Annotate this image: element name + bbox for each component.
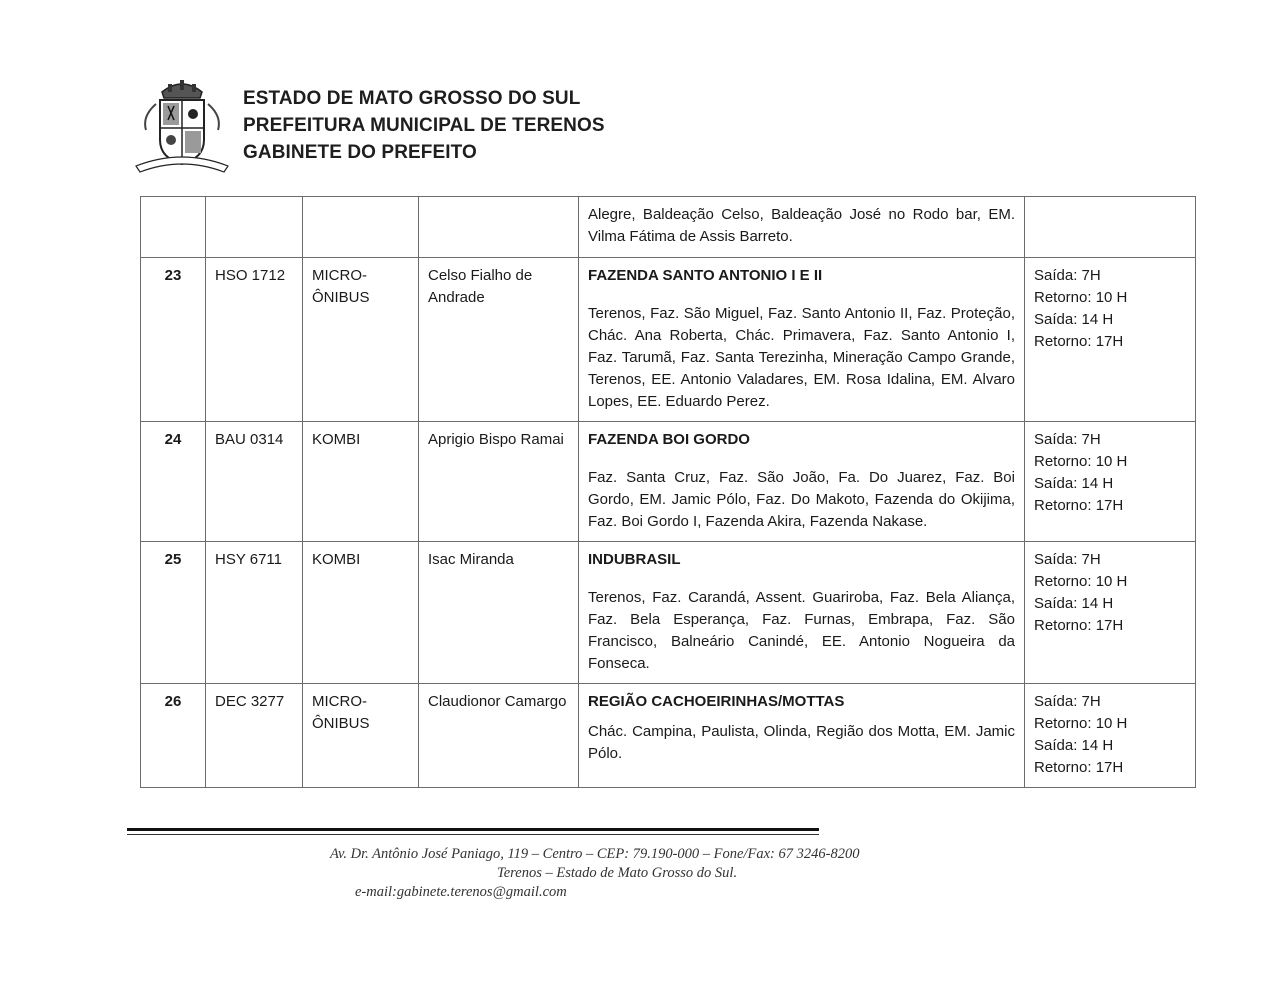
route-description: Terenos, Faz. Carandá, Assent. Guariroba, Faz. Bela Aliança, Faz. Bela Esperança, Faz. Furnas, Embrapa, Faz. São Francisco, Balneário Canindé, EE. Antonio Nogueira da Fonseca. <box>588 589 1015 672</box>
table-row <box>141 542 1196 684</box>
route-cell <box>579 422 1025 542</box>
schedule-line: Retorno: 10 H <box>1034 573 1128 590</box>
schedule-line: Saída: 14 H <box>1034 737 1114 754</box>
route-continuation: Alegre, Baldeação Celso, Baldeação José no Rodo bar, EM. Vilma Fátima de Assis Barreto. <box>579 197 1025 258</box>
schedule-line: Saída: 7H <box>1034 431 1101 448</box>
schedule-line: Saída: 7H <box>1034 267 1101 284</box>
school-transport-table <box>140 196 1196 788</box>
footer-address: Av. Dr. Antônio José Paniago, 119 – Centro – CEP: 79.190-000 – Fone/Fax: 67 3246-8200 <box>330 846 860 862</box>
schedule-line: Saída: 14 H <box>1034 475 1114 492</box>
table-row <box>141 197 1196 258</box>
vehicle-type: MICRO-ÔNIBUS <box>303 684 419 788</box>
route-cell <box>579 542 1025 684</box>
footer-email: e-mail:gabinete.terenos@gmail.com <box>355 884 567 900</box>
schedule-line: Retorno: 17H <box>1034 759 1124 776</box>
footer-divider <box>127 828 819 831</box>
row-number: 24 <box>141 422 206 542</box>
vehicle-plate: BAU 0314 <box>206 422 303 542</box>
row-number: 26 <box>141 684 206 788</box>
route-title: FAZENDA BOI GORDO <box>588 431 750 448</box>
footer-city: Terenos – Estado de Mato Grosso do Sul. <box>497 865 738 881</box>
driver-name: Isac Miranda <box>419 542 579 684</box>
schedule-line: Saída: 7H <box>1034 551 1101 568</box>
schedule-line: Saída: 7H <box>1034 693 1101 710</box>
schedule-line: Retorno: 17H <box>1034 333 1124 350</box>
table-row <box>141 422 1196 542</box>
header-state: ESTADO DE MATO GROSSO DO SUL <box>243 88 581 109</box>
schedule-cell <box>1025 422 1196 542</box>
vehicle-plate: HSO 1712 <box>206 258 303 422</box>
table-row <box>141 258 1196 422</box>
schedule-line: Retorno: 10 H <box>1034 715 1128 732</box>
driver-name: Celso Fialho de Andrade <box>419 258 579 422</box>
header-prefecture: PREFEITURA MUNICIPAL DE TERENOS <box>243 115 605 136</box>
schedule-line: Saída: 14 H <box>1034 595 1114 612</box>
route-cell <box>579 258 1025 422</box>
row-number: 25 <box>141 542 206 684</box>
driver-name: Claudionor Camargo <box>419 684 579 788</box>
route-title: FAZENDA SANTO ANTONIO I E II <box>588 267 823 284</box>
schedule-cell <box>1025 542 1196 684</box>
schedule-cell <box>1025 684 1196 788</box>
route-title: INDUBRASIL <box>588 551 681 568</box>
route-description: Chác. Campina, Paulista, Olinda, Região dos Motta, EM. Jamic Pólo. <box>588 723 1015 762</box>
route-description: Terenos, Faz. São Miguel, Faz. Santo Antonio II, Faz. Proteção, Chác. Ana Roberta, Chác. Primavera, Faz. Santo Antonio I, Faz. Tarumã, Faz. Santa Terezinha, Mineração Campo Grande, Terenos, EE. Antonio Valadares, EM. Rosa Idalina, EM. Alvaro Lopes, EE. Eduardo Perez. <box>588 305 1015 410</box>
route-title: REGIÃO CACHOEIRINHAS/MOTTAS <box>588 693 845 710</box>
route-cell <box>579 684 1025 788</box>
vehicle-type: KOMBI <box>303 542 419 684</box>
schedule-line: Saída: 14 H <box>1034 311 1114 328</box>
table-row <box>141 684 1196 788</box>
schedule-cell <box>1025 258 1196 422</box>
footer-divider-thin <box>127 834 819 835</box>
vehicle-plate: HSY 6711 <box>206 542 303 684</box>
vehicle-type: MICRO-ÔNIBUS <box>303 258 419 422</box>
vehicle-type: KOMBI <box>303 422 419 542</box>
schedule-line: Retorno: 10 H <box>1034 453 1128 470</box>
route-description: Faz. Santa Cruz, Faz. São João, Fa. Do Juarez, Faz. Boi Gordo, EM. Jamic Pólo, Faz. Do Makoto, Fazenda do Okijima, Faz. Boi Gordo I, Fazenda Akira, Fazenda Nakase. <box>588 469 1015 530</box>
schedule-line: Retorno: 10 H <box>1034 289 1128 306</box>
header-office: GABINETE DO PREFEITO <box>243 142 477 163</box>
vehicle-plate: DEC 3277 <box>206 684 303 788</box>
schedule-line: Retorno: 17H <box>1034 497 1124 514</box>
row-number: 23 <box>141 258 206 422</box>
driver-name: Aprigio Bispo Ramai <box>419 422 579 542</box>
coat-of-arms-icon <box>132 70 232 180</box>
schedule-line: Retorno: 17H <box>1034 617 1124 634</box>
